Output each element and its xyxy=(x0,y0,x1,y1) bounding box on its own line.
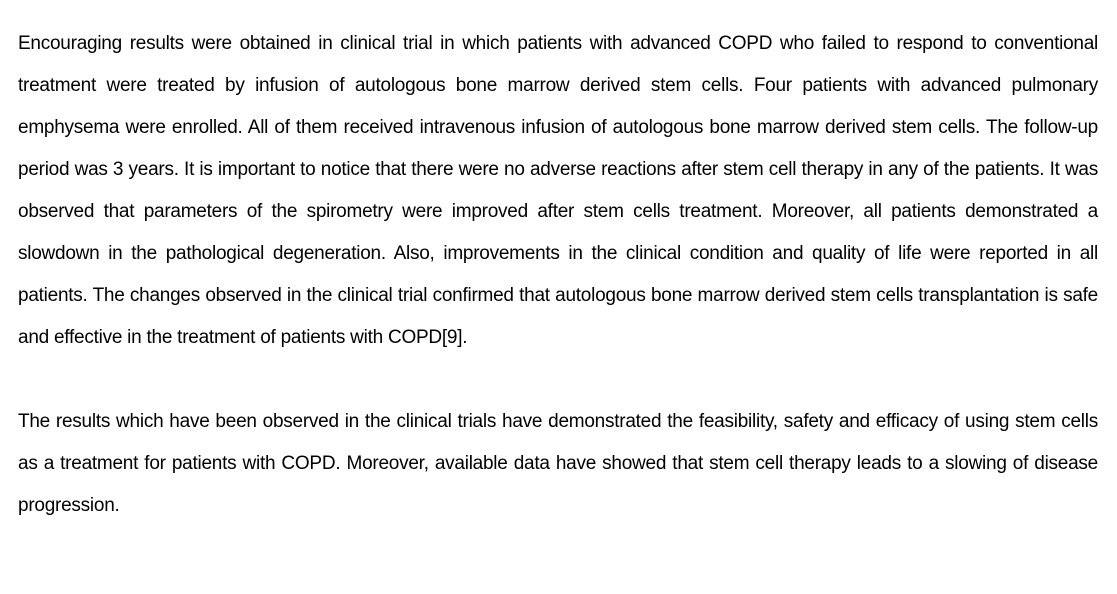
paragraph-conclusion: The results which have been observed in the clinical trials have demonstrated the feasibility, safety and efficacy of using stem cells as a treatment for patients with COPD. Moreover, available data have showed that stem cell therapy leads to a slowing of disease progression. xyxy=(18,411,1098,516)
paragraph-clinical-trial: Encouraging results were obtained in clinical trial in which patients with advanced COPD who failed to respond to conventional treatment were treated by infusion of autologous bone marrow derived stem cells. Four patients with advanced pulmonary emphysema were enrolled. All of them received intravenous infusion of autologous bone marrow derived stem cells. The follow-up period was 3 years. It is important to notice that there were no adverse reactions after stem cell therapy in any of the patients. It was observed that parameters of the spirometry were improved after stem cells treatment. Moreover, all patients demonstrated a slowdown in the pathological degeneration. Also, improvements in the clinical condition and quality of life were reported in all patients. The changes observed in the clinical trial confirmed that autologous bone marrow derived stem cells transplantation is safe and effective in the treatment of patients with COPD[9]. xyxy=(18,33,1098,348)
document-body xyxy=(18,23,1098,527)
